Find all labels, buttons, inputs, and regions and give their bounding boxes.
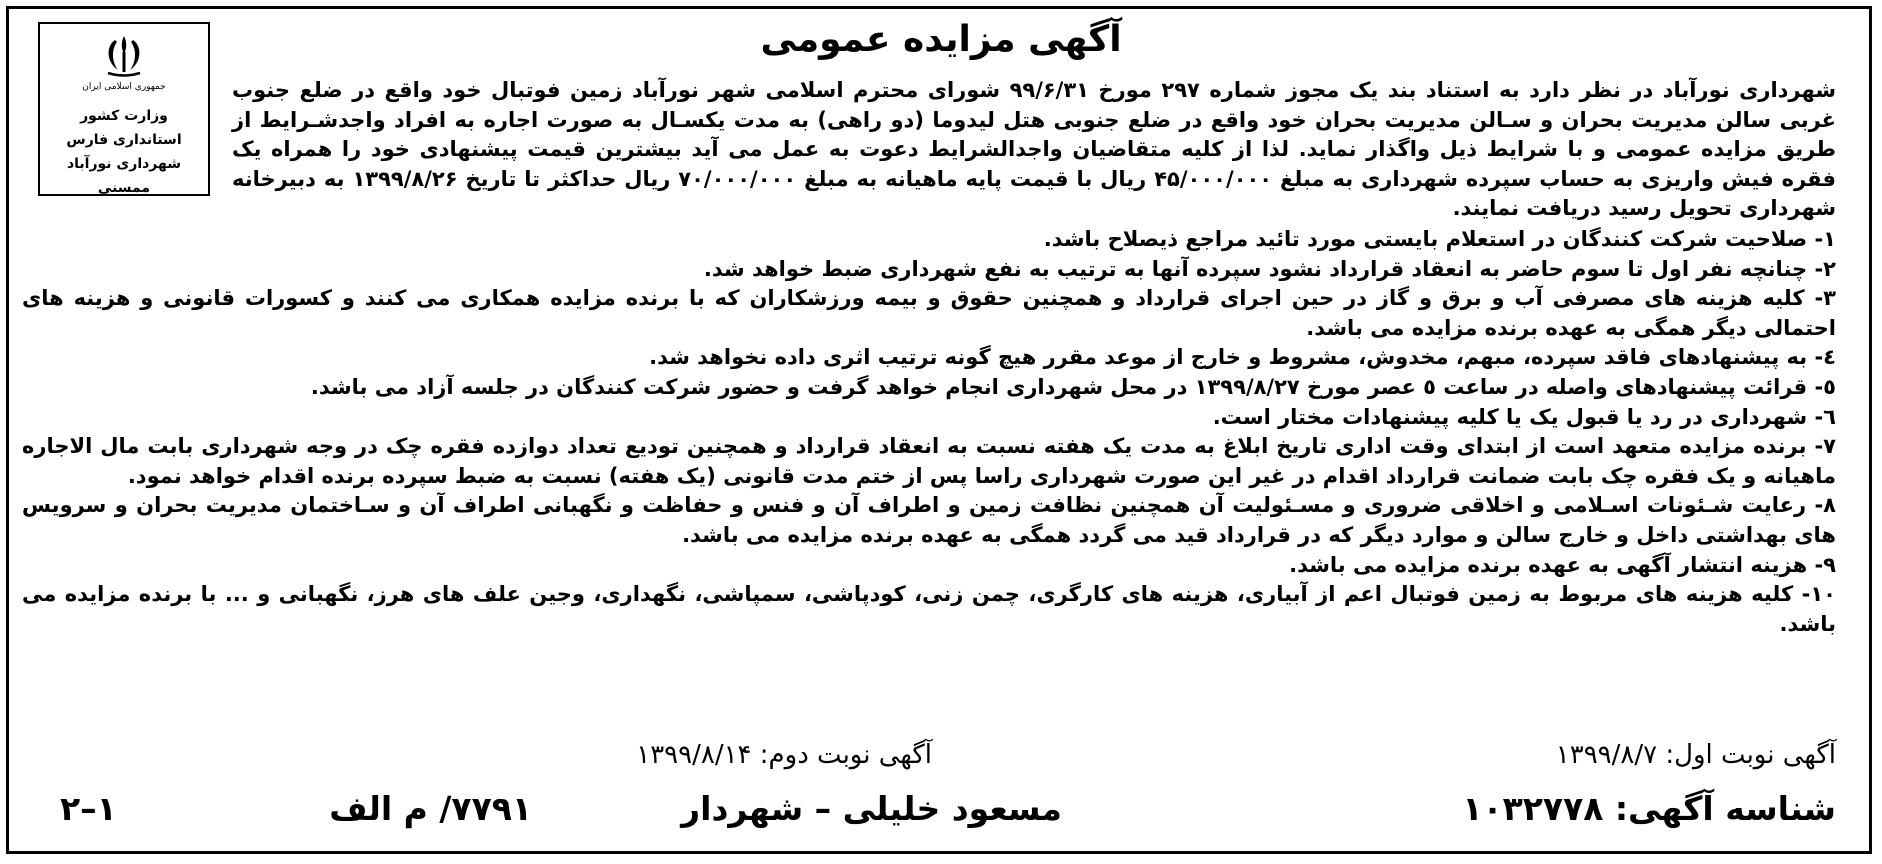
condition-item: ٥- قرائت پیشنهادهای واصله در ساعت ٥ عصر مورخ ۱۳۹۹/۸/۲۷ در محل شهرداری انجام خواهد گرفت و حضور شرکت کنندگان در جلسه آزاد می باشد. [310,374,1836,399]
logo-box [38,22,210,196]
condition-item: ۹- هزینه انتشار آگهی به عهده برنده مزایده می باشد. [1289,552,1836,577]
condition-item: ۳- کلیه هزینه های مصرفی آب و برق و گاز در حین اجرای قرارداد و همچنین حقوق و بیمه ورزشکاران که با برنده مزایده همکاری می کنند و کسورات قانونی و هزینه های احتمالی دیگر همگی به عهده برنده مزایده می باشد. [22,286,1836,340]
second-round-date: آگهی نوبت دوم: ۱۳۹۹/۸/۱۴ [636,740,932,770]
condition-item: ۷- برنده مزایده متعهد است از ابتدای وقت اداری تاریخ ابلاغ به مدت یک هفته نسبت به انعقاد قرارداد و همچنین تودیع تعداد دوازده فقره چک در وجه شهرداری بابت مال الاجاره ماهیانه و یک فقره چک بابت ضمانت قرارداد اقدام در غیر این صورت شهرداری راسا پس از ختم مدت قانونی (یک هفته) نسبت به ضبط سپرده برنده اقدام خواهد نمود. [22,434,1836,488]
logo-ministry: وزارت کشور [80,108,168,124]
page-number: ۱–۲ [60,789,117,828]
footer [0,784,1882,834]
conditions-list [22,225,1836,639]
ad-code: ۷۷۹۱/ م الف [329,789,532,828]
ad-id: شناسه آگهی: ۱۰۳۲۷۷۸ [1462,789,1836,828]
condition-item: ٦- شهرداری در رد یا قبول یک یا کلیه پیشنهادات مختار است. [1212,404,1836,429]
condition-item: ۲- چنانچه نفر اول تا سوم حاضر به انعقاد قرارداد نشود سپرده آنها به ترتیب به نفع شهرداری ضبط خواهد شد. [703,256,1836,281]
first-round-date: آگهی نوبت اول: ۱۳۹۹/۸/۷ [1555,740,1836,770]
condition-item: ۱- صلاحیت شرکت کنندگان در استعلام بایستی مورد تائید مراجع ذیصلاح باشد. [1043,227,1836,251]
intro-paragraph: شهرداری نورآباد در نظر دارد به استناد بند یک مجوز شماره ۲۹۷ مورخ ۹۹/۶/۳۱ شورای محترم اسلامی شهر نورآباد زمین فوتبال خود واقع در ضلع جنوب غربی سالن مدیریت بحران و سـالن مدیریت بحران خود واقع در ضلع جنوبی هتل لیدوما (دو راهی) به مدت یکسـال به صورت اجاره به افراد واجدشـرایط از طریق مزایده عمومی و با شرایط ذیل واگذار نماید. لذا از کلیه متقاضیان واجدالشرایط دعوت به عمل می آید بیشترین قیمت پیشنهادی خود را همراه یک فقره فیش واریزی به حساب سپرده شهرداری به مبلغ ۴۵/۰۰۰/۰۰۰ ریال با قیمت پایه ماهیانه به مبلغ ۷۰/۰۰۰/۰۰۰ ریال حداکثر تا تاریخ ۱۳۹۹/۸/۲۶ به دبیرخانه شهرداری تحویل رسید دریافت نمایند. [232,78,1837,221]
condition-item: ۸- رعایت شـئونات اسـلامی و اخلاقی ضروری و مسـئولیت آن همچنین نظافت زمین و اطراف آن و فنس و حفاظت و نگهبانی اطراف آن و سـاختمان مدیریت بحران و سرویس های بهداشتی داخل و خارج سالن و موارد دیگر که در قرارداد قید می گردد همگی به عهده برنده مزایده می باشد. [22,493,1836,547]
logo-governorate: استانداری فارس [66,132,182,148]
condition-item: ۱۰- کلیه هزینه های مربوط به زمین فوتبال اعم از آبیاری، هزینه های کارگری، چمن زنی، کودپاشی، سمپاشی، نگهداری، وجین علف های هرز، نگهبانی و ... با برنده مزایده می باشد. [22,582,1836,636]
iran-emblem-icon [94,32,154,80]
logo-municipality: شهرداری نورآباد ممسنی [66,156,182,196]
condition-item: ٤- به پیشنهادهای فاقد سپرده، مبهم، مخدوش، مشروط و خارج از موعد مقرر هیچ گونه ترتیب اثری داده نخواهد شد. [649,345,1836,370]
logo-subtitle: جمهوری اسلامی ایران [82,82,166,92]
mayor-signature: مسعود خلیلی – شهردار [681,789,1062,828]
page-title: آگهی مزایده عمومی [760,19,1122,60]
